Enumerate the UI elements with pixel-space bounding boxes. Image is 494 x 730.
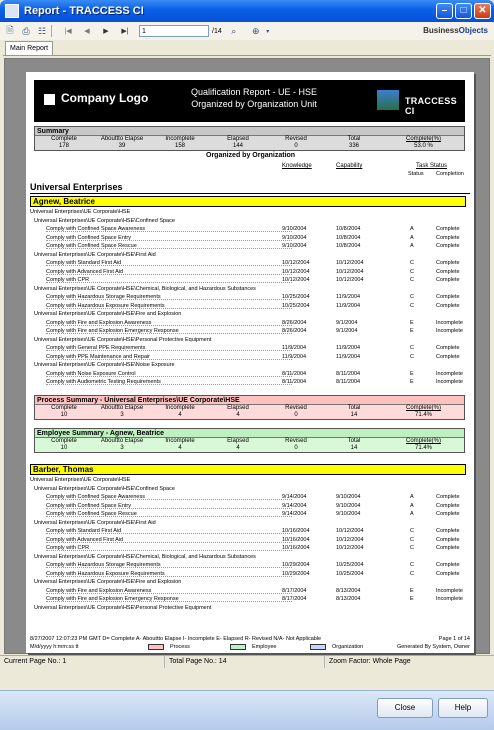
knowledge-date: 8/17/2004	[282, 587, 307, 594]
knowledge-date: 10/29/2004	[282, 562, 310, 568]
task-completion: Complete	[436, 494, 460, 500]
capability-date: 11/9/2004	[336, 294, 361, 300]
summary-value: 158	[174, 143, 185, 149]
qualification-row	[30, 234, 470, 243]
capability-date: 11/9/2004	[336, 345, 361, 351]
org-path: Universal Enterprises\UE Corporate\HSE\First Aid	[34, 251, 156, 258]
summary-value: 0	[294, 445, 298, 451]
footer-date-format: M/d/yyyy h:mm:ss tt	[30, 644, 79, 650]
summary-value: 3	[120, 412, 124, 418]
org-path-row	[30, 208, 470, 217]
qualification-row	[30, 242, 470, 251]
qualification-row	[30, 493, 470, 502]
report-page	[26, 72, 474, 653]
summary-header: Elapsed	[227, 136, 249, 142]
summary-value: 71.4%	[414, 445, 432, 451]
capability-date: 10/25/2004	[336, 562, 364, 568]
task-status: E	[410, 328, 414, 334]
summary-header: Complete	[51, 405, 77, 411]
employee-swatch	[230, 644, 246, 650]
org-path-row	[30, 553, 470, 562]
competency-name: Comply with Confined Space Rescue	[46, 242, 292, 249]
org-path-row	[30, 336, 470, 345]
knowledge-header: Knowledge	[282, 163, 312, 169]
dialog-button-bar	[0, 668, 494, 730]
task-completion: Complete	[436, 277, 460, 283]
qualification-row	[30, 319, 470, 328]
task-completion: Complete	[436, 302, 460, 309]
org-path: Universal Enterprises\UE Corporate\HSE	[30, 477, 131, 483]
task-completion: Complete	[436, 243, 460, 249]
capability-date: 9/10/2004	[336, 494, 361, 500]
capability-date: 10/25/2004	[336, 570, 364, 577]
competency-name: Comply with Advanced First Aid	[46, 536, 292, 543]
competency-name: Comply with Fire and Explosion Emergency Response	[46, 327, 292, 334]
summary-box	[34, 126, 465, 151]
summary-header: Elapsed	[227, 405, 249, 411]
employee-summary-values	[35, 445, 464, 452]
task-status: C	[410, 545, 414, 551]
capability-date: 8/11/2004	[336, 370, 361, 377]
knowledge-date: 8/26/2004	[282, 319, 307, 326]
competency-name: Comply with Fire and Explosion Awareness	[46, 319, 292, 326]
task-completion: Complete	[436, 234, 460, 241]
organization-swatch	[310, 644, 326, 650]
summary-value: 10	[60, 412, 68, 418]
competency-name: Comply with Confined Space Awareness	[46, 225, 292, 232]
employee-name-bar: Barber, Thomas	[30, 464, 466, 475]
qualification-rows-1	[30, 208, 470, 387]
task-completion: Complete	[436, 545, 460, 551]
capability-date: 10/12/2004	[336, 545, 364, 551]
org-path-row	[30, 519, 470, 528]
task-status: A	[410, 226, 414, 232]
org-path: Universal Enterprises\UE Corporate\HSE\Personal Protective Equipment	[34, 336, 212, 343]
summary-header: Complete(%)	[405, 136, 441, 142]
task-status: C	[410, 570, 414, 577]
task-status: C	[410, 294, 414, 300]
task-status: C	[410, 260, 414, 266]
summary-value: 336	[348, 143, 359, 149]
employee-summary-label: Employee Summary - Agnew, Beatrice	[35, 429, 464, 438]
zoom-icon[interactable]: ⊕	[251, 25, 260, 36]
qualification-row	[30, 353, 470, 362]
help-button[interactable]: Help	[438, 698, 488, 718]
tab-main-report[interactable]: Main Report	[5, 41, 53, 55]
report-title-line2: Organized by Organization Unit	[191, 99, 317, 109]
competency-name: Comply with Confined Space Rescue	[46, 510, 292, 517]
knowledge-date: 8/17/2004	[282, 596, 307, 602]
task-status: E	[410, 379, 414, 385]
knowledge-date: 10/16/2004	[282, 528, 310, 534]
report-title-line1: Qualification Report - UE - HSE	[190, 87, 318, 97]
group-tree-icon[interactable]: ☷	[37, 25, 47, 36]
capability-date: 10/12/2004	[336, 277, 364, 283]
summary-header: Complete(%)	[405, 438, 441, 444]
process-summary-values	[35, 412, 464, 419]
summary-header: Total	[347, 438, 361, 444]
summary-header: Abouttto Elapse	[100, 438, 144, 444]
summary-value: 53.0 %	[414, 143, 433, 149]
org-path-row	[30, 485, 470, 494]
knowledge-date: 9/10/2004	[282, 234, 307, 241]
competency-name: Comply with Noise Exposure Control	[46, 370, 292, 377]
task-completion: Incomplete	[436, 370, 463, 377]
competency-name: Comply with Standard First Aid	[46, 527, 292, 534]
competency-name: Comply with PPE Maintenance and Repair	[46, 353, 292, 360]
summary-header: Incomplete	[165, 405, 195, 411]
employee-legend: Employee	[252, 644, 277, 650]
capability-header: Capability	[336, 163, 363, 169]
org-title: Universal Enterprises	[30, 182, 123, 192]
knowledge-date: 9/14/2004	[282, 502, 307, 509]
qualification-row	[30, 561, 470, 570]
summary-value: 3	[120, 445, 124, 451]
summary-value: 4	[178, 445, 182, 451]
competency-name: Comply with Hazardous Exposure Requirements	[46, 570, 292, 577]
qualification-row	[30, 378, 470, 387]
org-path-row	[30, 361, 470, 370]
knowledge-date: 10/29/2004	[282, 570, 310, 577]
capability-date: 10/12/2004	[336, 528, 364, 534]
knowledge-date: 9/10/2004	[282, 226, 307, 232]
qualification-row	[30, 510, 470, 519]
summary-label: Summary	[35, 127, 464, 136]
task-status: C	[410, 277, 414, 283]
qualification-row	[30, 527, 470, 536]
summary-value: 71.4%	[414, 412, 432, 418]
task-status: A	[410, 502, 414, 509]
task-completion: Incomplete	[436, 379, 463, 385]
process-swatch	[148, 644, 164, 650]
org-path-row	[30, 604, 470, 613]
capability-date: 11/9/2004	[336, 302, 361, 309]
summary-header: Abouttto Elapse	[100, 136, 144, 142]
task-status: C	[410, 528, 414, 534]
org-path-row	[30, 310, 470, 319]
businessobjects-logo: BusinessObjects	[423, 26, 488, 35]
org-path: Universal Enterprises\UE Corporate\HSE	[30, 209, 131, 215]
capability-date: 9/1/2004	[336, 328, 358, 334]
current-page-status: Current Page No.: 1	[0, 656, 165, 669]
task-status: A	[410, 243, 414, 249]
summary-value: 14	[350, 445, 358, 451]
task-completion: Complete	[436, 528, 460, 534]
summary-value: 0	[294, 143, 298, 149]
capability-date: 10/12/2004	[336, 268, 364, 275]
qualification-row	[30, 595, 470, 604]
qualification-row	[30, 587, 470, 596]
task-status: C	[410, 345, 414, 351]
org-path: Universal Enterprises\UE Corporate\HSE\Chemical, Biological, and Hazardous Substances	[34, 553, 256, 560]
task-status: A	[410, 511, 414, 517]
task-completion: Complete	[436, 226, 460, 232]
competency-name: Comply with CPR	[46, 544, 292, 551]
process-summary-box	[34, 395, 465, 420]
task-status: E	[410, 370, 414, 377]
qualification-row	[30, 370, 470, 379]
footer-line1	[30, 636, 321, 642]
summary-headers	[35, 136, 464, 143]
task-completion: Complete	[436, 502, 460, 509]
knowledge-date: 11/9/2004	[282, 345, 307, 351]
capability-date: 10/12/2004	[336, 260, 364, 266]
org-path: Universal Enterprises\UE Corporate\HSE\Confined Space	[34, 217, 175, 224]
competency-name: Comply with General PPE Requirements	[46, 344, 292, 351]
summary-header: Complete	[51, 438, 77, 444]
task-completion: Complete	[436, 268, 460, 275]
qualification-row	[30, 536, 470, 545]
task-completion: Complete	[436, 562, 460, 568]
summary-header: Complete(%)	[405, 405, 441, 411]
org-path: Universal Enterprises\UE Corporate\HSE\Fire and Explosion	[34, 311, 182, 317]
knowledge-date: 10/12/2004	[282, 268, 310, 275]
close-button[interactable]: Close	[377, 698, 433, 718]
summary-header: Complete	[51, 136, 77, 142]
org-path-row	[30, 217, 470, 226]
summary-value: 39	[118, 143, 126, 149]
page-total: /14	[212, 27, 222, 35]
capability-date: 9/1/2004	[336, 319, 358, 326]
summary-header: Total	[347, 405, 361, 411]
tree-logo-icon	[377, 90, 399, 110]
task-completion: Complete	[436, 511, 460, 517]
qualification-row	[30, 276, 470, 285]
org-path: Universal Enterprises\UE Corporate\HSE\Personal Protective Equipment	[34, 604, 212, 611]
summary-header: Revised	[285, 136, 307, 142]
summary-value: 4	[236, 445, 240, 451]
competency-name: Comply with Hazardous Storage Requirements	[46, 293, 292, 300]
competency-name: Comply with Confined Space Awareness	[46, 493, 292, 500]
capability-date: 11/9/2004	[336, 353, 361, 360]
status-bar	[0, 655, 494, 668]
summary-value: 144	[232, 143, 243, 149]
zoom-status: Zoom Factor: Whole Page	[329, 658, 411, 665]
capability-date: 10/8/2004	[336, 243, 361, 249]
export-icon[interactable]: 🗎	[6, 25, 14, 35]
qualification-row	[30, 302, 470, 311]
organization-legend: Organization	[332, 644, 364, 650]
competency-name: Comply with Hazardous Storage Requirements	[46, 561, 292, 568]
qualification-row	[30, 259, 470, 268]
minimize-button[interactable]: –	[436, 3, 453, 19]
summary-header: Incomplete	[165, 136, 195, 142]
task-completion: Complete	[436, 536, 460, 543]
task-completion: Incomplete	[436, 319, 463, 326]
competency-name: Comply with Confined Space Entry	[46, 234, 292, 241]
knowledge-date: 10/12/2004	[282, 260, 310, 266]
task-status: E	[410, 596, 414, 602]
summary-header: Revised	[285, 405, 307, 411]
process-legend: Process	[170, 644, 190, 650]
competency-name: Comply with Advanced First Aid	[46, 268, 292, 275]
chevron-down-icon[interactable]: ▾	[266, 28, 270, 35]
close-window-button[interactable]: ✕	[474, 3, 491, 19]
task-completion: Incomplete	[436, 328, 463, 334]
task-completion: Complete	[436, 260, 460, 266]
last-page-button[interactable]: ▶|	[121, 28, 129, 35]
competency-name: Comply with CPR	[46, 276, 292, 283]
print-icon[interactable]: ⎙	[22, 25, 30, 36]
summary-value: 10	[60, 445, 68, 451]
capability-date: 8/13/2004	[336, 596, 361, 602]
org-path-row	[30, 476, 470, 485]
knowledge-date: 10/16/2004	[282, 536, 310, 543]
footer-timestamp: 8/27/2007 12:07:23 PM GMT	[30, 636, 101, 642]
qualification-row	[30, 293, 470, 302]
task-completion: Complete	[436, 294, 460, 300]
knowledge-date: 8/11/2004	[282, 379, 307, 385]
capability-date: 10/12/2004	[336, 536, 364, 543]
report-header	[34, 80, 465, 122]
generated-by: Generated By System, Owner	[396, 644, 470, 650]
task-status: C	[410, 536, 414, 543]
logo-square-icon	[44, 94, 55, 105]
summary-value: 4	[236, 412, 240, 418]
qualification-row	[30, 344, 470, 353]
org-path-row	[30, 578, 470, 587]
task-completion: Complete	[436, 345, 460, 351]
page-number-input[interactable]	[139, 25, 209, 37]
summary-value: 0	[294, 412, 298, 418]
search-icon[interactable]: ⌕	[231, 25, 237, 36]
summary-value: 178	[58, 143, 69, 149]
completion-header: Completion	[436, 171, 464, 177]
qualification-row	[30, 502, 470, 511]
org-path-row	[30, 285, 470, 294]
window-title: Report - TRACCESS CI	[24, 5, 144, 17]
summary-header: Incomplete	[165, 438, 195, 444]
task-status: C	[410, 353, 414, 360]
task-completion: Incomplete	[436, 596, 463, 602]
task-status: E	[410, 587, 414, 594]
task-status: E	[410, 319, 414, 326]
task-status: C	[410, 268, 414, 275]
company-logo: Company Logo	[61, 91, 149, 105]
total-page-status: Total Page No.: 14	[165, 656, 325, 669]
competency-name: Comply with Hazardous Exposure Requirements	[46, 302, 292, 309]
report-viewer[interactable]	[4, 58, 490, 654]
qualification-row	[30, 225, 470, 234]
qualification-row	[30, 327, 470, 336]
task-status: A	[410, 234, 414, 241]
knowledge-date: 11/9/2004	[282, 353, 307, 360]
org-path: Universal Enterprises\UE Corporate\HSE\Chemical, Biological, and Hazardous Substances	[34, 285, 256, 292]
process-summary-label: Process Summary - Universal Enterprises\UE Corporate\HSE	[35, 396, 464, 405]
employee-name-bar: Agnew, Beatrice	[30, 196, 466, 207]
employee-summary-box	[34, 428, 465, 453]
capability-date: 8/11/2004	[336, 379, 361, 385]
org-path: Universal Enterprises\UE Corporate\HSE\Confined Space	[34, 485, 175, 492]
summary-header: Revised	[285, 438, 307, 444]
org-path: Universal Enterprises\UE Corporate\HSE\First Aid	[34, 519, 156, 526]
first-page-button[interactable]: |◀	[64, 28, 72, 35]
capability-date: 9/10/2004	[336, 511, 361, 517]
task-completion: Incomplete	[436, 587, 463, 594]
summary-header: Total	[347, 136, 361, 142]
knowledge-date: 9/14/2004	[282, 494, 307, 500]
knowledge-date: 10/25/2004	[282, 294, 310, 300]
competency-name: Comply with Confined Space Entry	[46, 502, 292, 509]
summary-header: Elapsed	[227, 438, 249, 444]
employee-summary-headers	[35, 438, 464, 445]
org-path: Universal Enterprises\UE Corporate\HSE\Fire and Explosion	[34, 579, 182, 585]
knowledge-date: 8/26/2004	[282, 328, 307, 334]
task-status-header: Task Status	[416, 163, 448, 169]
traccess-logo: TRACCESS CI	[405, 96, 457, 116]
capability-date: 9/10/2004	[336, 502, 361, 509]
summary-value: 4	[178, 412, 182, 418]
knowledge-date: 8/11/2004	[282, 370, 307, 377]
knowledge-date: 9/10/2004	[282, 243, 307, 249]
knowledge-date: 10/12/2004	[282, 277, 310, 283]
qualification-row	[30, 544, 470, 553]
footer-legend-text: D= Complete A- Abouttto Elapse I- Incomplete E- Elapsed R- Revised N/A- Not Applicable	[102, 636, 322, 642]
capability-date: 8/13/2004	[336, 587, 361, 594]
org-path: Universal Enterprises\UE Corporate\HSE\Noise Exposure	[34, 362, 175, 368]
summary-value: 14	[350, 412, 358, 418]
qualification-rows-2	[30, 476, 470, 612]
prev-page-button[interactable]: ◀	[84, 28, 90, 35]
process-summary-headers	[35, 405, 464, 412]
competency-name: Comply with Standard First Aid	[46, 259, 292, 266]
task-completion: Complete	[436, 570, 460, 577]
maximize-button[interactable]: □	[455, 3, 472, 19]
competency-name: Comply with Fire and Explosion Emergency Response	[46, 595, 292, 602]
qualification-row	[30, 268, 470, 277]
summary-header: Abouttto Elapse	[100, 405, 144, 411]
capability-date: 10/8/2004	[336, 234, 361, 241]
task-status: A	[410, 494, 414, 500]
title-bar	[0, 0, 494, 22]
task-completion: Complete	[436, 353, 460, 360]
report-title	[154, 86, 354, 110]
knowledge-date: 9/14/2004	[282, 511, 307, 517]
task-status: C	[410, 302, 414, 309]
knowledge-date: 10/16/2004	[282, 545, 310, 551]
footer-page: Page 1 of 14	[438, 636, 470, 642]
qualification-row	[30, 570, 470, 579]
app-icon	[5, 4, 19, 18]
task-status: C	[410, 562, 414, 568]
toolbar	[0, 22, 494, 40]
knowledge-date: 10/25/2004	[282, 302, 310, 309]
organized-by-label: Organized by Organization	[206, 152, 296, 159]
status-header: Status	[408, 171, 424, 177]
summary-values	[35, 143, 464, 150]
competency-name: Comply with Audiometric Testing Requirements	[46, 378, 292, 385]
capability-date: 10/8/2004	[336, 226, 361, 232]
competency-name: Comply with Fire and Explosion Awareness	[46, 587, 292, 594]
next-page-button[interactable]: ▶	[103, 28, 109, 35]
org-path-row	[30, 251, 470, 260]
